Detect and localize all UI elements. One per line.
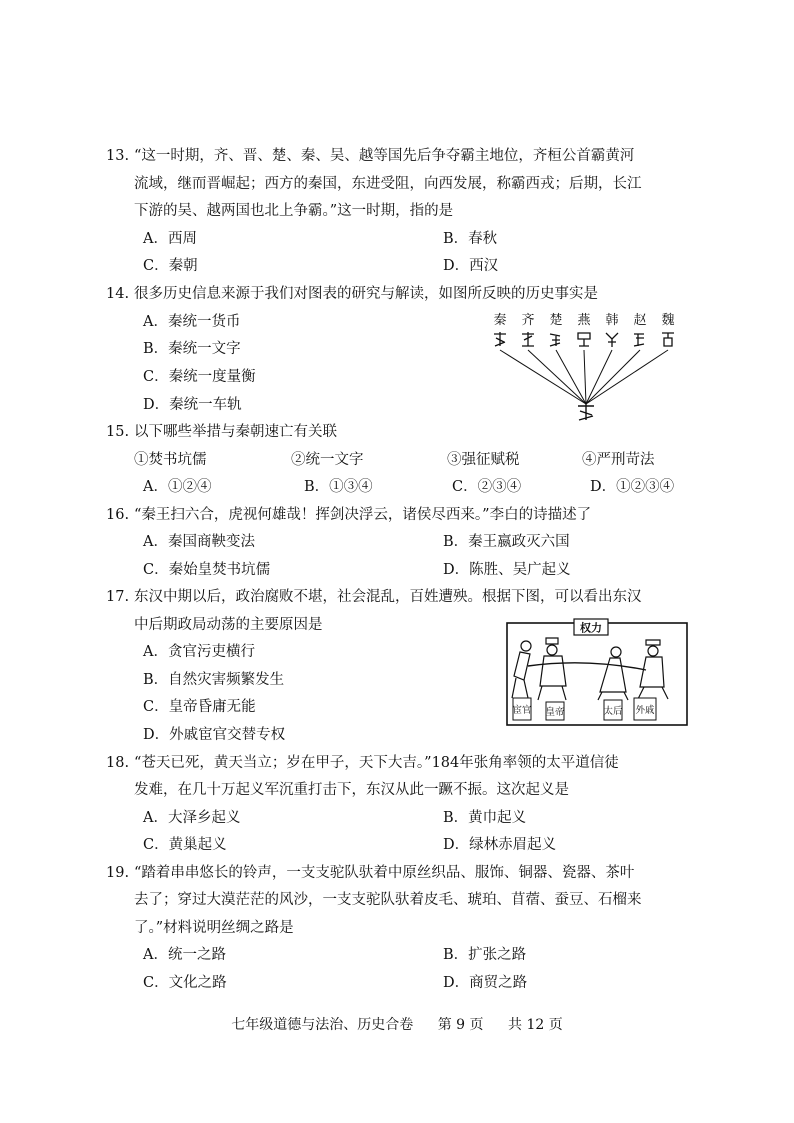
option-c[interactable]: C．文化之路 bbox=[143, 975, 227, 991]
question-text: 发难，在几十万起义军沉重打击下，东汉从此一蹶不振。这次起义是 bbox=[134, 782, 569, 798]
convergence-lines bbox=[500, 350, 668, 404]
label-emperor: 皇帝 bbox=[545, 707, 565, 718]
question-number: 15. bbox=[106, 424, 130, 440]
question-text: 东汉中期以后，政治腐败不堪，社会混乱，百姓遭殃。根据下图，可以看出东汉 bbox=[134, 589, 642, 605]
script-unification-figure bbox=[488, 306, 684, 424]
option-b[interactable]: B．自然灾害频繁发生 bbox=[143, 672, 285, 688]
option-c[interactable]: C．皇帝昏庸无能 bbox=[143, 699, 256, 715]
option-c[interactable]: C．秦始皇焚书坑儒 bbox=[143, 562, 271, 578]
option-b[interactable]: B．扩张之路 bbox=[443, 947, 527, 963]
option-c[interactable]: C．秦统一度量衡 bbox=[143, 369, 256, 385]
empress-figure-icon bbox=[598, 647, 628, 700]
option-a[interactable]: A．统一之路 bbox=[143, 947, 226, 963]
option-d[interactable]: D．陈胜、吴广起义 bbox=[443, 562, 571, 578]
question-text: “这一时期，齐、晋、楚、秦、吴、越等国先后争夺霸主地位，齐桓公首霸黄河 bbox=[134, 148, 635, 164]
option-c[interactable]: C．②③④ bbox=[452, 479, 522, 495]
eunuch-figure-icon bbox=[512, 641, 531, 698]
option-a[interactable]: A．大泽乡起义 bbox=[143, 810, 241, 826]
question-text: “秦王扫六合，虎视何雄哉！挥剑决浮云，诸侯尽西来。”李白的诗描述了 bbox=[134, 507, 592, 523]
question-number: 17. bbox=[106, 589, 130, 605]
emperor-figure-icon bbox=[538, 638, 566, 700]
footer-page-number: 第 9 页 bbox=[437, 1017, 484, 1033]
question-text: “苍天已死，黄天当立；岁在甲子，天下大吉。”184年张角率领的太平道信徒 bbox=[134, 755, 619, 771]
question-number: 14. bbox=[106, 286, 130, 302]
option-b[interactable]: B．春秋 bbox=[443, 231, 498, 247]
question-text: 去了；穿过大漠茫茫的风沙，一支支驼队驮着皮毛、琥珀、苜蓿、蚕豆、石榴来 bbox=[134, 892, 642, 908]
option-d[interactable]: D．西汉 bbox=[443, 258, 499, 274]
page-footer bbox=[0, 1015, 794, 1035]
option-d[interactable]: D．绿林赤眉起义 bbox=[443, 837, 557, 853]
option-b[interactable]: B．黄巾起义 bbox=[443, 810, 527, 826]
question-text: 中后期政局动荡的主要原因是 bbox=[134, 617, 323, 633]
option-a[interactable]: A．西周 bbox=[143, 231, 197, 247]
state-label-han: 韩 bbox=[605, 313, 619, 328]
ancient-glyph-icons bbox=[494, 332, 674, 347]
option-a[interactable]: A．①②④ bbox=[143, 479, 212, 495]
statement-item: ③强征赋税 bbox=[447, 452, 520, 468]
option-d[interactable]: D．①②③④ bbox=[590, 479, 675, 495]
footer-total-pages: 共 12 页 bbox=[508, 1017, 563, 1033]
option-d[interactable]: D．秦统一车轨 bbox=[143, 397, 242, 413]
question-text: 了。”材料说明丝绸之路是 bbox=[134, 920, 294, 936]
option-d[interactable]: D．外戚宦官交替专权 bbox=[143, 727, 286, 743]
statement-item: ①焚书坑儒 bbox=[134, 452, 207, 468]
question-text: 下游的吴、越两国也北上争霸。”这一时期，指的是 bbox=[134, 203, 454, 219]
question-text: 以下哪些举措与秦朝速亡有关联 bbox=[134, 424, 337, 440]
power-label: 权力 bbox=[580, 621, 602, 635]
question-number: 18. bbox=[106, 755, 130, 771]
option-b[interactable]: B．秦王嬴政灭六国 bbox=[443, 534, 570, 550]
cartoon-frame bbox=[507, 623, 687, 725]
question-number: 19. bbox=[106, 865, 130, 881]
option-a[interactable]: A．秦统一货币 bbox=[143, 314, 241, 330]
qin-seal-glyph-icon bbox=[578, 404, 594, 420]
option-b[interactable]: B．秦统一文字 bbox=[143, 341, 241, 357]
statement-item: ④严刑苛法 bbox=[582, 452, 655, 468]
question-number: 13. bbox=[106, 148, 130, 164]
power-struggle-cartoon bbox=[506, 618, 688, 726]
option-a[interactable]: A．贪官污吏横行 bbox=[143, 644, 255, 660]
state-label-chu: 楚 bbox=[549, 313, 563, 328]
state-label-qin: 秦 bbox=[493, 313, 507, 328]
question-text: 流域，继而晋崛起；西方的秦国，东进受阻，向西发展，称霸西戎；后期，长江 bbox=[134, 176, 642, 192]
state-label-yan: 燕 bbox=[577, 313, 591, 328]
option-d[interactable]: D．商贸之路 bbox=[443, 975, 528, 991]
state-label-qi: 齐 bbox=[521, 313, 535, 328]
option-b[interactable]: B．①③④ bbox=[304, 479, 373, 495]
label-eunuch: 宦官 bbox=[512, 705, 532, 716]
label-consort: 外戚 bbox=[635, 705, 655, 716]
question-number: 16. bbox=[106, 507, 130, 523]
state-label-wei: 魏 bbox=[661, 313, 675, 328]
footer-title: 七年级道德与法治、历史合卷 bbox=[231, 1017, 414, 1033]
question-text: “踏着串串悠长的铃声，一支支驼队驮着中原丝织品、服饰、铜器、瓷器、茶叶 bbox=[134, 865, 635, 881]
option-c[interactable]: C．黄巢起义 bbox=[143, 837, 227, 853]
question-text: 很多历史信息来源于我们对图表的研究与解读，如图所反映的历史事实是 bbox=[134, 286, 598, 302]
rope-icon bbox=[528, 663, 646, 670]
option-a[interactable]: A．秦国商鞅变法 bbox=[143, 534, 255, 550]
label-empress: 太后 bbox=[603, 706, 623, 717]
option-c[interactable]: C．秦朝 bbox=[143, 258, 198, 274]
state-label-zhao: 赵 bbox=[633, 313, 647, 328]
statement-item: ②统一文字 bbox=[291, 452, 364, 468]
